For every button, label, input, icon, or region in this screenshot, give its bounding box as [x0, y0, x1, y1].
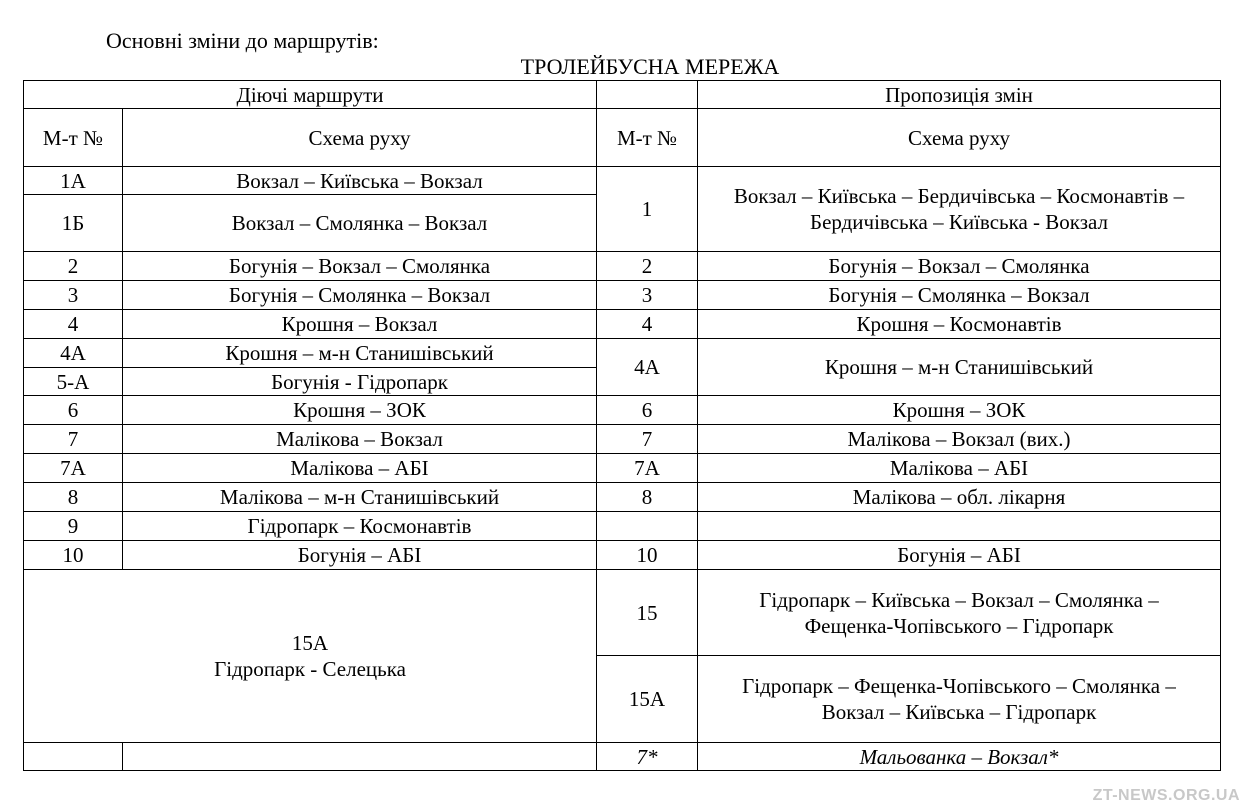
- route-number: 15: [597, 570, 698, 656]
- table-group-header-row: [24, 81, 1221, 109]
- route-scheme: Крошня – м-н Станишівський: [698, 339, 1221, 396]
- empty-cell: [123, 743, 597, 771]
- route-number: 9: [24, 512, 123, 541]
- table-row: [24, 396, 1221, 425]
- route-number: 1А: [24, 167, 123, 195]
- route-number: 15А: [291, 631, 329, 655]
- route-scheme: Малікова – Вокзал: [123, 425, 597, 454]
- route-scheme-line: Фещенка-Чопівського – Гідропарк: [804, 613, 1114, 638]
- route-scheme: Гідропарк - Селецька: [214, 657, 406, 681]
- proposal-num-header: М-т №: [597, 109, 698, 167]
- route-number: 4: [597, 310, 698, 339]
- route-scheme: Крошня – ЗОК: [698, 396, 1221, 425]
- route-number: 3: [597, 281, 698, 310]
- route-number: 2: [597, 252, 698, 281]
- table-row: [24, 743, 1221, 771]
- route-number: 4: [24, 310, 123, 339]
- network-caption: ТРОЛЕЙБУСНА МЕРЕЖА: [520, 54, 780, 79]
- route-scheme: Крошня – ЗОК: [123, 396, 597, 425]
- current-routes-header: Діючі маршрути: [24, 81, 597, 109]
- table-row: [24, 512, 1221, 541]
- table-row: [24, 310, 1221, 339]
- table-row: [24, 167, 1221, 195]
- route-scheme: Крошня – м-н Станишівський: [123, 339, 597, 368]
- route-scheme: Крошня – Вокзал: [123, 310, 597, 339]
- intro-text: Основні зміни до маршрутів:: [106, 28, 379, 53]
- route-scheme: Богунія - Гідропарк: [123, 368, 597, 396]
- route-scheme: Богунія – АБІ: [123, 541, 597, 570]
- table-row: [24, 339, 1221, 368]
- route-number: 7: [24, 425, 123, 454]
- route-number: 3: [24, 281, 123, 310]
- route-number: 8: [24, 483, 123, 512]
- route-scheme: Богунія – Смолянка – Вокзал: [698, 281, 1221, 310]
- route-number: 10: [24, 541, 123, 570]
- proposal-header: Пропозиція змін: [698, 81, 1221, 109]
- routes-table: [23, 80, 1221, 771]
- route-scheme: Богунія – Вокзал – Смолянка: [698, 252, 1221, 281]
- route-number: 5-А: [24, 368, 123, 396]
- merged-route-cell: [24, 570, 597, 743]
- current-scheme-header: Схема руху: [123, 109, 597, 167]
- empty-cell: [24, 743, 123, 771]
- route-number: 4А: [24, 339, 123, 368]
- empty-cell: [698, 512, 1221, 541]
- current-num-header: М-т №: [24, 109, 123, 167]
- route-number: 10: [597, 541, 698, 570]
- empty-cell: [597, 512, 698, 541]
- route-scheme-line: Вокзал – Київська – Гідропарк: [821, 700, 1097, 724]
- route-scheme-line: Бердичівська – Київська - Вокзал: [810, 210, 1109, 234]
- route-scheme: Вокзал – Смолянка – Вокзал: [123, 195, 597, 252]
- route-scheme-line: Вокзал – Київська – Бердичівська – Космонавтів –: [733, 184, 1185, 208]
- table-row: [24, 541, 1221, 570]
- route-scheme-line: Гідропарк – Київська – Вокзал – Смолянка –: [759, 587, 1159, 612]
- table-row: [24, 425, 1221, 454]
- route-scheme: Малікова – Вокзал (вих.): [698, 425, 1221, 454]
- route-scheme: [698, 656, 1221, 743]
- table-column-header-row: [24, 109, 1221, 167]
- route-number: 7А: [24, 454, 123, 483]
- route-number: 8: [597, 483, 698, 512]
- route-number: 15А: [597, 656, 698, 743]
- route-number: 1: [597, 167, 698, 252]
- route-scheme: Мальованка – Вокзал*: [698, 743, 1221, 771]
- proposal-scheme-header: Схема руху: [698, 109, 1221, 167]
- site-watermark: ZT-NEWS.ORG.UA: [1092, 787, 1240, 804]
- route-scheme: Богунія – АБІ: [698, 541, 1221, 570]
- empty-header-cell: [597, 81, 698, 109]
- route-number: 7*: [597, 743, 698, 771]
- route-scheme: Малікова – м-н Станишівський: [123, 483, 597, 512]
- route-scheme: [698, 570, 1221, 656]
- route-scheme: Гідропарк – Космонавтів: [123, 512, 597, 541]
- route-number: 6: [24, 396, 123, 425]
- route-number: 6: [597, 396, 698, 425]
- table-row: [24, 454, 1221, 483]
- route-number: 2: [24, 252, 123, 281]
- route-scheme: Крошня – Космонавтів: [698, 310, 1221, 339]
- route-scheme: Богунія – Вокзал – Смолянка: [123, 252, 597, 281]
- route-scheme: Богунія – Смолянка – Вокзал: [123, 281, 597, 310]
- route-number: 1Б: [24, 195, 123, 252]
- table-row: [24, 281, 1221, 310]
- table-row: [24, 570, 1221, 656]
- table-row: [24, 252, 1221, 281]
- route-number: 4А: [597, 339, 698, 396]
- route-scheme: Вокзал – Київська – Вокзал: [123, 167, 597, 195]
- route-scheme-line: Гідропарк – Фещенка-Чопівського – Смолянка –: [742, 674, 1176, 698]
- route-scheme: Малікова – обл. лікарня: [698, 483, 1221, 512]
- route-number: 7: [597, 425, 698, 454]
- route-number: 7А: [597, 454, 698, 483]
- route-scheme: Малікова – АБІ: [698, 454, 1221, 483]
- route-scheme: Малікова – АБІ: [123, 454, 597, 483]
- route-scheme: [698, 167, 1221, 252]
- table-row: [24, 483, 1221, 512]
